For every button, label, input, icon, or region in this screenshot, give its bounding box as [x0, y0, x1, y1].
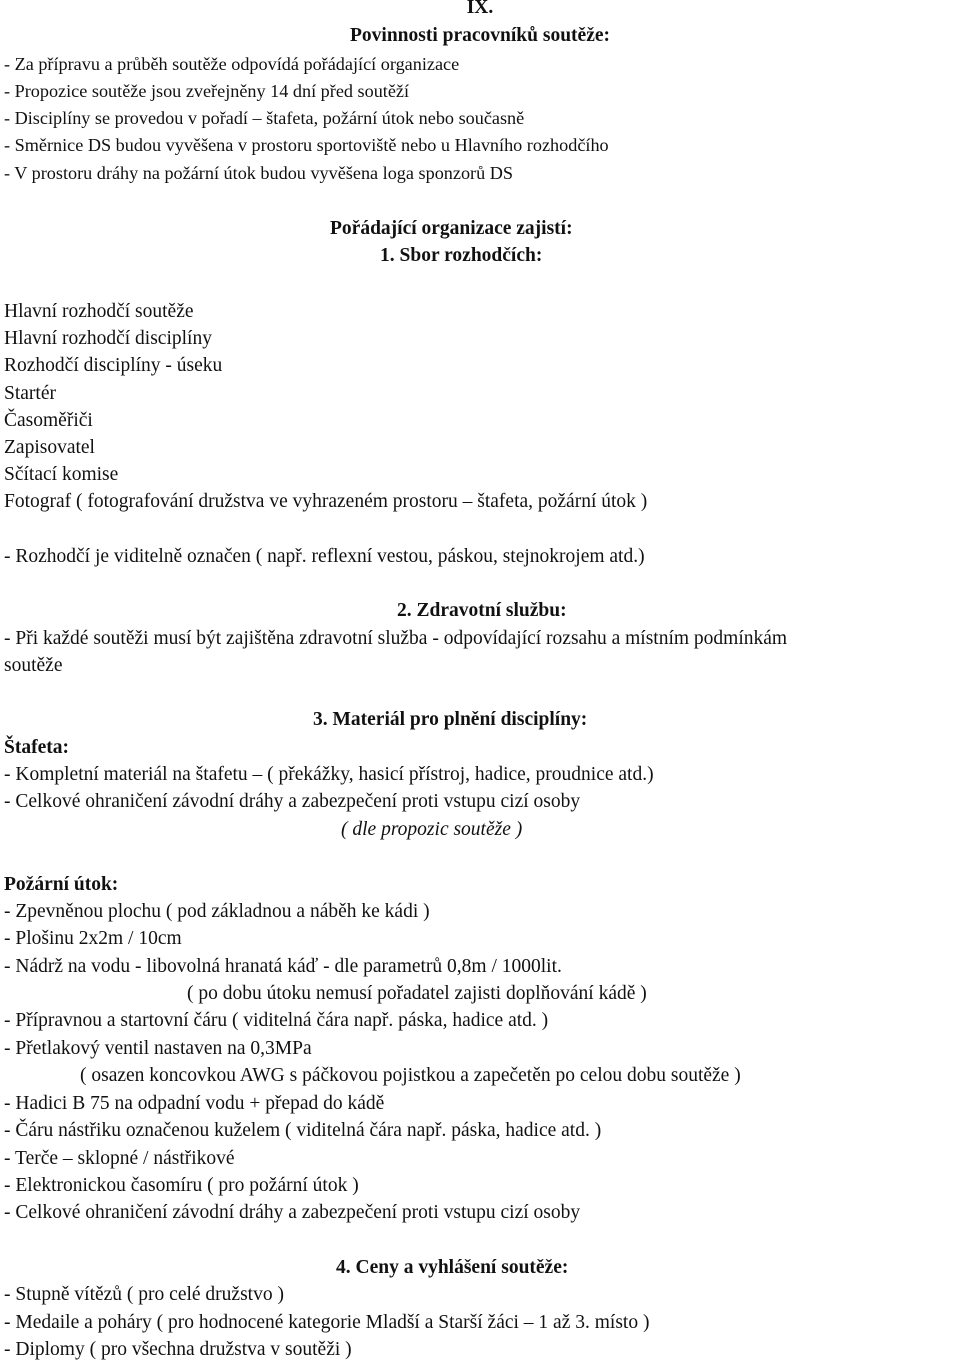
referee-note: - Rozhodčí je viditelně označen ( např. reflexní vestou, páskou, stejnokrojem atd.) [4, 546, 645, 567]
medical-heading: 2. Zdravotní službu: [397, 600, 567, 621]
referee-item: Rozhodčí disciplíny - úseku [4, 355, 223, 376]
chapter-number: IX. [466, 0, 494, 18]
attack-item: - Hadici B 75 na odpadní vodu + přepad do kádě [4, 1093, 385, 1114]
referees-heading: 1. Sbor rozhodčích: [380, 245, 543, 266]
medical-line: - Při každé soutěži musí být zajištěna zdravotní služba - odpovídající rozsahu a místním podmínkám [4, 628, 788, 649]
intro-line: - Směrnice DS budou vyvěšena v prostoru sportoviště nebo u Hlavního rozhodčího [4, 135, 609, 155]
attack-heading: Požární útok: [4, 874, 119, 895]
attack-item: - Elektronickou časomíru ( pro požární útok ) [4, 1175, 359, 1196]
referee-item: Sčítací komise [4, 464, 119, 485]
awards-item: - Medaile a poháry ( pro hodnocené kategorie Mladší a Starší žáci – 1 až 3. místo ) [4, 1312, 650, 1333]
attack-item: - Přípravnou a startovní čáru ( viditelná čára např. páska, hadice atd. ) [4, 1010, 549, 1031]
referee-item: Časoměřiči [4, 410, 93, 431]
relay-item: - Kompletní materiál na štafetu – ( překážky, hasicí přístroj, hadice, proudnice atd.) [4, 764, 654, 785]
relay-item: - Celkové ohraničení závodní dráhy a zabezpečení proti vstupu cizí osoby [4, 791, 581, 812]
intro-line: - Propozice soutěže jsou zveřejněny 14 dní před soutěží [4, 81, 410, 101]
awards-item: - Stupně vítězů ( pro celé družstvo ) [4, 1284, 284, 1305]
organizer-heading: Pořádající organizace zajistí: [330, 218, 573, 239]
attack-item: - Zpevněnou plochu ( pod základnou a náběh ke kádi ) [4, 901, 430, 922]
referee-item: Hlavní rozhodčí soutěže [4, 301, 194, 322]
relay-note: ( dle propozic soutěže ) [341, 819, 523, 840]
attack-note: ( po dobu útoku nemusí pořadatel zajisti doplňování kádě ) [187, 983, 647, 1004]
intro-line: - V prostoru dráhy na požární útok budou vyvěšena loga sponzorů DS [4, 163, 513, 183]
attack-item: - Plošinu 2x2m / 10cm [4, 928, 182, 949]
referee-item: Zapisovatel [4, 437, 95, 458]
medical-line: soutěže [4, 655, 63, 676]
attack-item: - Přetlakový ventil nastaven na 0,3MPa [4, 1038, 312, 1059]
referee-item: Hlavní rozhodčí disciplíny [4, 328, 212, 349]
intro-line: - Disciplíny se provedou v pořadí – štafeta, požární útok nebo současně [4, 108, 525, 128]
attack-item: - Terče – sklopné / nástřikové [4, 1148, 235, 1169]
attack-note: ( osazen koncovkou AWG s páčkovou pojistkou a zapečetěn po celou dobu soutěže ) [80, 1065, 741, 1086]
referee-item: Startér [4, 383, 56, 404]
relay-heading: Štafeta: [4, 737, 69, 758]
attack-item: - Nádrž na vodu - libovolná hranatá káď - dle parametrů 0,8m / 1000lit. [4, 956, 562, 977]
awards-heading: 4. Ceny a vyhlášení soutěže: [336, 1257, 569, 1278]
intro-line: - Za přípravu a průběh soutěže odpovídá pořádající organizace [4, 54, 460, 74]
attack-item: - Čáru nástřiku označenou kuželem ( viditelná čára např. páska, hadice atd. ) [4, 1120, 602, 1141]
section-title: Povinnosti pracovníků soutěže: [349, 25, 610, 46]
material-heading: 3. Materiál pro plnění disciplíny: [313, 709, 588, 730]
attack-item: - Celkové ohraničení závodní dráhy a zabezpečení proti vstupu cizí osoby [4, 1202, 581, 1223]
awards-item: - Diplomy ( pro všechna družstva v soutěži ) [4, 1339, 352, 1360]
referee-item: Fotograf ( fotografování družstva ve vyhrazeném prostoru – štafeta, požární útok ) [4, 491, 648, 512]
